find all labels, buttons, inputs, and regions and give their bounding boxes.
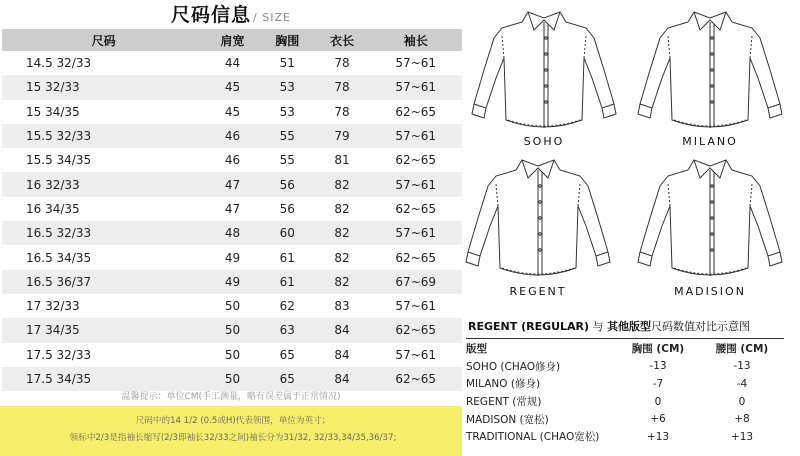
table-cell: 47 [205,172,260,196]
table-cell: 16.5 36/37 [2,270,205,294]
comparison-row [466,428,784,446]
table-row [2,124,462,148]
comparison-cell: -13 [733,360,751,373]
table-cell: 56 [260,172,315,196]
table-cell: 15 34/35 [26,104,80,119]
table-cell: 57~61 [395,56,437,71]
size-table [2,29,462,391]
table-cell: 63 [260,318,315,342]
table-cell: 47 [224,201,241,216]
comparison-cell: 0 [654,395,662,408]
comparison-row [466,410,784,428]
comparison-cell: MILANO (修身) [466,378,541,391]
table-cell: 84 [315,318,370,342]
table-cell: 46 [205,124,260,148]
comparison-cell: +13 [730,430,754,443]
table-cell: 84 [334,347,350,362]
comparison-cell: -13 [649,360,667,373]
table-cell: 50 [205,318,260,342]
table-cell: 57~61 [369,75,462,99]
shirt-madision-illustration [630,156,790,284]
table-cell: 82 [315,270,370,294]
table-cell: 48 [205,221,260,245]
table-cell: 62 [279,299,295,314]
table-cell: 16 32/33 [2,172,205,196]
comparison-cell: SOHO (CHAO修身) [466,360,561,373]
table-cell: 82 [334,201,350,216]
comparison-title-rest: 尺码数值对比示意图 [651,320,751,333]
table-cell: 65 [260,367,315,391]
table-cell: 78 [334,104,350,119]
table-cell: 15.5 32/33 [2,124,205,148]
table-cell: 16 34/35 [26,201,80,216]
table-cell: 57~61 [395,347,437,362]
comparison-title-bold2: 其他版型 [607,320,652,333]
table-cell: 51 [279,56,295,71]
table-cell: 79 [315,124,370,148]
table-cell: 57~61 [369,221,462,245]
table-cell: 62~65 [395,153,437,168]
table-cell: 55 [260,124,315,148]
size-table-header [2,29,462,51]
measurement-note: 温馨提示：单位CM(手工测量，略有误差属于正常情况) [121,392,341,402]
header-sleeve: 袖长 [369,29,462,51]
title-main: 尺码信息 [171,4,252,26]
table-cell: 81 [334,153,350,168]
table-cell: 57~61 [369,172,462,196]
explanation-line: 尺码中的14 1/2 (0.5或H)代表领围，单位为英寸； [135,416,331,426]
table-cell: 82 [315,221,370,245]
table-row [2,100,462,124]
explanation-line: 领标中2/3是指袖长缩写(2/3即袖长32/33之间)袖长分为31/32, 32/33,34/35,36/37; [69,433,397,443]
table-cell: 17.5 32/33 [26,347,92,362]
table-cell: 46 [224,153,241,168]
comparison-cell: REGENT (常规) [466,396,542,409]
size-explanation-box [0,406,462,456]
table-cell: 82 [334,250,350,265]
header-size: 尺码 [2,29,205,51]
comparison-cell: 0 [738,395,746,408]
table-cell: 50 [224,347,241,362]
table-cell: 49 [224,250,241,265]
table-cell: 60 [260,221,315,245]
shirt-label-soho: SOHO [523,135,565,148]
comparison-title-mid: 与 [589,320,608,333]
table-cell: 62~65 [369,318,462,342]
table-cell: 53 [279,104,295,119]
comparison-row [466,393,784,411]
table-cell: 61 [279,250,295,265]
table-cell: 82 [315,172,370,196]
table-row [2,367,462,391]
shirt-label-regent: REGENT [509,285,567,298]
table-cell: 15.5 34/35 [26,153,92,168]
comparison-table [466,340,784,446]
table-row [2,294,462,318]
comparison-cell: +13 [646,430,670,443]
table-cell: 50 [224,299,241,314]
cmp-header-style: 版型 [466,343,487,356]
table-cell: 50 [205,367,260,391]
comparison-cell: TRADITIONAL (CHAO宽松) [466,431,600,444]
table-cell: 62~65 [395,104,437,119]
shirt-soho-illustration [464,8,624,136]
comparison-divider [466,338,784,339]
shirt-milano-illustration [630,8,790,136]
cmp-header-chest: 胸围 (CM) [631,343,685,356]
title-sub: / SIZE [253,11,291,24]
table-cell: 55 [279,153,295,168]
table-cell: 83 [334,299,350,314]
table-cell: 17.5 34/35 [2,367,205,391]
table-cell: 61 [260,270,315,294]
comparison-cell: -4 [736,377,748,390]
table-cell: 45 [205,75,260,99]
table-cell: 65 [279,347,295,362]
table-row [2,270,462,294]
comparison-title-bold: REGENT (REGULAR) [468,320,590,333]
table-cell: 57~61 [395,299,437,314]
shirt-regent-illustration [458,156,618,284]
comparison-title [468,318,750,334]
table-cell: 15 32/33 [2,75,205,99]
table-row [2,197,462,221]
comparison-cell: +8 [734,413,750,426]
comparison-header [466,340,784,358]
table-cell: 78 [315,75,370,99]
table-row [2,148,462,172]
table-cell: 44 [224,56,241,71]
table-cell: 62~65 [395,250,437,265]
table-cell: 53 [260,75,315,99]
table-cell: 49 [205,270,260,294]
table-cell: 17 34/35 [2,318,205,342]
table-cell: 78 [334,56,350,71]
header-chest: 胸围 [260,29,315,51]
shirt-label-madision: MADISION [674,285,746,298]
table-cell: 17 32/33 [26,299,80,314]
table-row [2,75,462,99]
table-cell: 84 [315,367,370,391]
comparison-row [466,358,784,376]
table-row [2,221,462,245]
table-cell: 56 [279,201,295,216]
shirt-label-milano: MILANO [682,135,738,148]
table-cell: 62~65 [395,201,437,216]
table-row [2,245,462,269]
table-row [2,318,462,342]
comparison-cell: +6 [650,413,666,426]
header-shoulder: 肩宽 [205,29,260,51]
table-cell: 62~65 [369,367,462,391]
table-cell: 57~61 [369,124,462,148]
table-row [2,51,462,75]
table-cell: 45 [224,104,241,119]
table-cell: 16.5 34/35 [26,250,92,265]
page-title [0,0,462,30]
table-cell: 16.5 32/33 [2,221,205,245]
table-cell: 14.5 32/33 [26,56,92,71]
table-row [2,172,462,196]
comparison-row [466,375,784,393]
comparison-cell: -7 [652,377,664,390]
comparison-cell: MADISON (宽松) [466,413,549,426]
cmp-header-waist: 腰围 (CM) [715,343,769,356]
header-length: 衣长 [315,29,370,51]
table-row [2,343,462,367]
table-cell: 67~69 [369,270,462,294]
